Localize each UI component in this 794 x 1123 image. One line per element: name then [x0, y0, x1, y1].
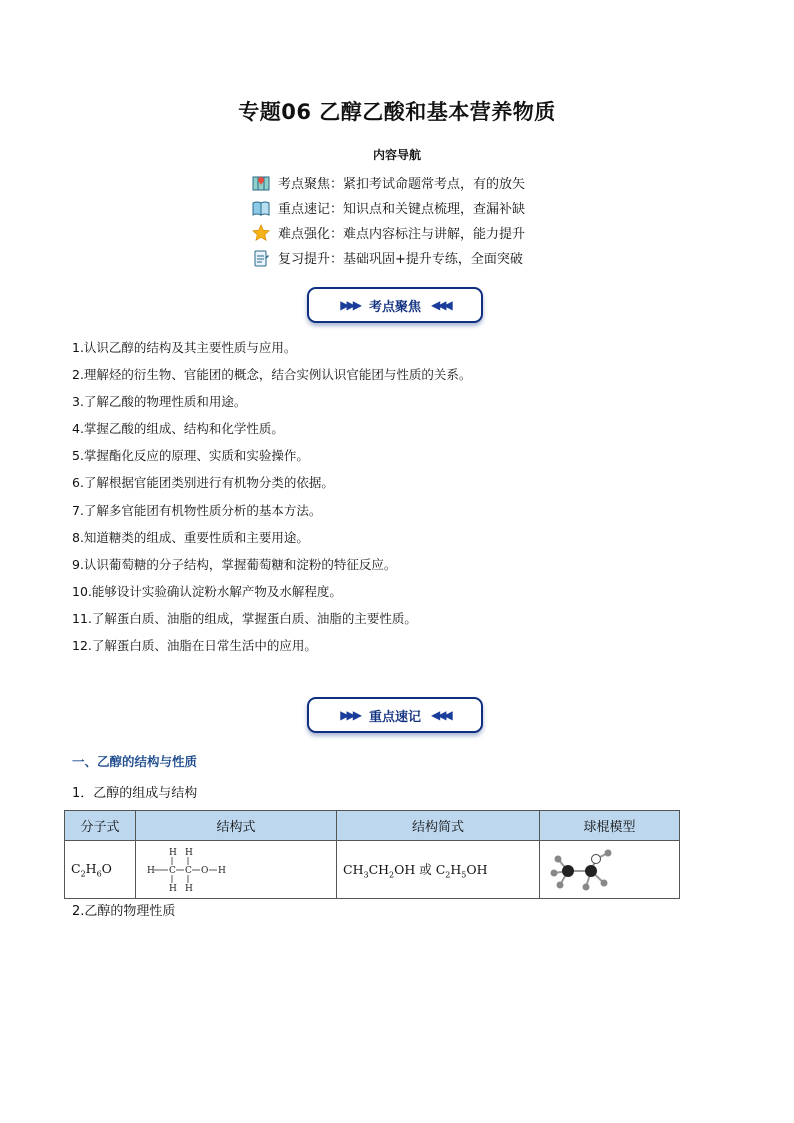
atom-h: H — [169, 847, 177, 858]
banner-notes — [307, 697, 483, 733]
left-arrows-icon: ◀◀◀ — [431, 708, 450, 722]
atom-c: C — [185, 865, 192, 876]
page-title: 专题06 乙醇乙酸和基本营养物质 — [238, 100, 556, 124]
right-arrows-icon: ▶▶▶ — [340, 708, 359, 722]
atom-h: H — [169, 883, 177, 894]
nav-item-review — [252, 245, 525, 270]
table-header-row — [65, 811, 680, 841]
list-item: 3.了解乙酸的物理性质和用途。 — [72, 394, 247, 410]
nav-item-label: 重点速记：知识点和关键点梳理，查漏补缺 — [278, 202, 526, 217]
simple-formula-cell: $CH_3CH_2OH$ 或 $C_2H_5OH$ — [337, 841, 540, 899]
content-nav-title: 内容导航 — [372, 148, 421, 162]
ball-stick-model-cell — [540, 841, 680, 899]
book-icon — [252, 199, 270, 217]
nav-item-notes — [252, 195, 525, 220]
list-item: 11.了解蛋白质、油脂的组成，掌握蛋白质、油脂的主要性质。 — [72, 610, 417, 626]
table-row — [65, 841, 680, 899]
column-header: 结构简式 — [337, 811, 540, 841]
right-arrows-icon: ▶▶▶ — [340, 298, 359, 312]
nav-item-focus — [252, 170, 525, 195]
list-item: 8.知道糖类的组成、重要性质和主要用途。 — [72, 529, 309, 545]
atom-h: H — [218, 865, 226, 876]
list-item: 1.认识乙醇的结构及其主要性质与应用。 — [72, 340, 297, 355]
nav-item-label: 复习提升：基础巩固+提升专练，全面突破 — [278, 252, 523, 267]
atom-h: H — [147, 865, 155, 876]
list-item: 6.了解根据官能团类别进行有机物分类的依据。 — [72, 475, 334, 491]
left-arrows-icon: ◀◀◀ — [431, 298, 450, 312]
banner-label: 考点聚焦 — [368, 299, 421, 315]
list-item: 10.能够设计实验确认淀粉水解产物及水解程度。 — [72, 583, 342, 599]
map-icon — [252, 174, 270, 192]
list-item: 4.掌握乙酸的组成、结构和化学性质。 — [72, 421, 284, 437]
list-item: 12.了解蛋白质、油脂在日常生活中的应用。 — [72, 638, 317, 654]
column-header: 结构式 — [136, 811, 337, 841]
column-header: 球棍模型 — [540, 811, 680, 841]
content-nav-list — [252, 170, 525, 270]
banner-focus — [307, 287, 483, 323]
subsection-heading: 1．乙醇的组成与结构 — [72, 786, 198, 801]
structural-formula-cell — [136, 841, 337, 899]
nav-item-label: 考点聚焦：紧扣考试命题常考点，有的放矢 — [278, 177, 526, 192]
atom-o: O — [201, 865, 209, 876]
section-heading: 一、乙醇的结构与性质 — [72, 754, 198, 769]
list-item: 2.理解烃的衍生物、官能团的概念，结合实例认识官能团与性质的关系。 — [72, 367, 472, 383]
list-item: 7.了解多官能团有机物性质分析的基本方法。 — [72, 502, 322, 518]
nav-item-label: 难点强化：难点内容标注与讲解，能力提升 — [278, 227, 526, 242]
ball-stick-model-image — [546, 845, 616, 895]
star-icon — [252, 224, 270, 242]
atom-c: C — [169, 865, 176, 876]
atom-h: H — [185, 883, 193, 894]
clipboard-icon — [252, 249, 270, 267]
exam-points-list — [72, 338, 471, 663]
list-item: 5.掌握酯化反应的原理、实质和实验操作。 — [72, 448, 309, 464]
banner-label: 重点速记 — [368, 709, 421, 725]
column-header: 分子式 — [65, 811, 136, 841]
molecular-formula-cell: $C_2H_6O$ — [65, 841, 136, 899]
nav-item-difficulty — [252, 220, 525, 245]
structural-formula-diagram — [142, 845, 232, 895]
ethanol-structure-table — [64, 810, 680, 899]
list-item: 9.认识葡萄糖的分子结构，掌握葡萄糖和淀粉的特征反应。 — [72, 556, 397, 572]
atom-h: H — [185, 847, 193, 858]
subsection-heading: 2.乙醇的物理性质 — [72, 904, 176, 919]
